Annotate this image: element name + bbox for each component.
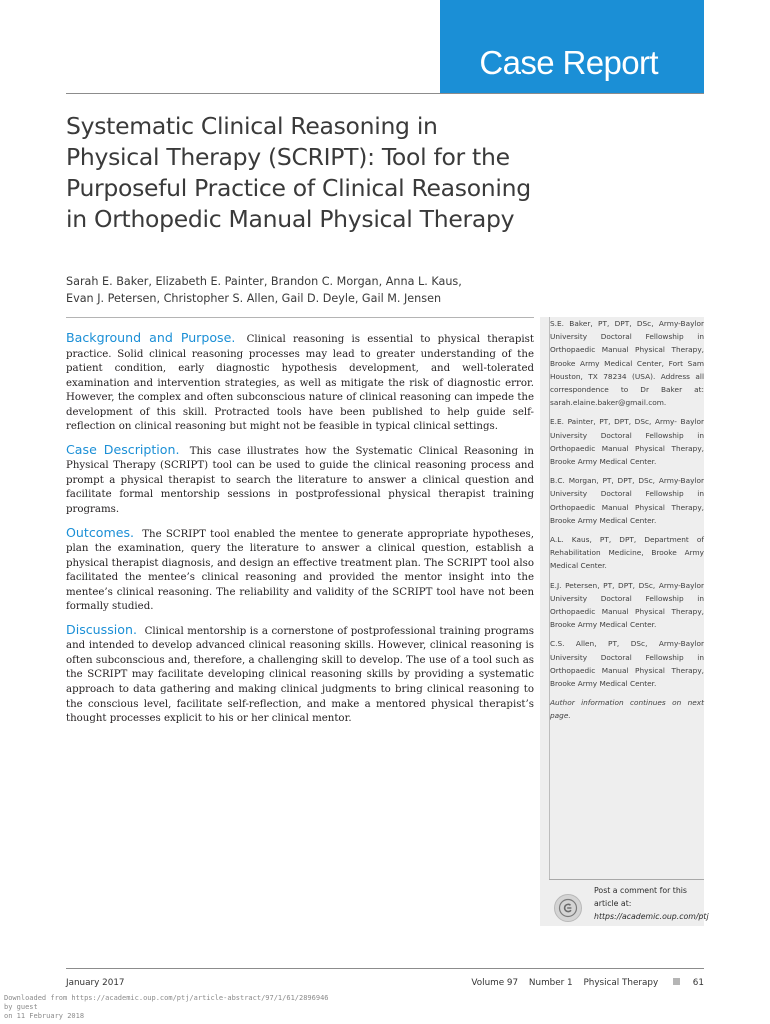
comment-box[interactable] [549, 879, 709, 926]
author-affiliations-sidebar [540, 317, 709, 926]
comment-link[interactable]: https://academic.oup.com/ptj [594, 912, 709, 921]
abstract-section-case-description [66, 443, 534, 518]
abstract-section-background [66, 331, 534, 435]
comment-prompt [594, 884, 714, 923]
affiliation: C.S. Allen, PT, DSc, Army-Baylor University Doctoral Fellowship in Orthopaedic Manual Physical Therapy, Brooke Army Medical Center. [550, 639, 704, 689]
separator-square-icon [673, 978, 680, 985]
section-text: The SCRIPT tool enabled the mentee to generate appropriate hypotheses, plan the examination, query the literature to answer a clinical question, establish a physical therapist diagnosis, and design an effective treatment plan. The SCRIPT tool also facilitated the mentee’s clinical reasoning and provided the mentor insight into the mentee’s clinical reasoning. The reliability and validity of the SCRIPT tool have not been formally studied. [66, 528, 534, 613]
section-text: This case illustrates how the Systematic Clinical Reasoning in Physical Therapy (SCRIPT) tool can be used to guide the clinical reasoning process and prompt a physical therapist to search the literature to answer a clinical question and facilitate formal mentorship sessions in postprofessional physical therapist training programs. [66, 445, 534, 516]
section-heading: Case Description. [66, 441, 180, 457]
comment-icon [554, 894, 582, 922]
section-heading: Background and Purpose. [66, 330, 236, 345]
author-line: Evan J. Petersen, Christopher S. Allen, Gail D. Deyle, Gail M. Jensen [66, 292, 442, 305]
case-report-banner [440, 0, 704, 93]
section-text: Clinical reasoning is essential to physical therapist practice. Solid clinical reasoning processes may lead to greater understanding of the patient condition, early diagnostic hypothesis development, and well-tolerated examination and intervention strategies, as well as mitigate the risk of diagnostic error. However, the complex and often subconscious nature of clinical reasoning can impede the development of this skill. Protracted tools have been published to help guide self-reflection on clinical reasoning but might not be feasible in typical clinical settings. [66, 334, 534, 433]
download-line: Downloaded from https://academic.oup.com/ptj/article-abstract/97/1/61/2896946 [4, 994, 329, 1002]
download-line: by guest [4, 1003, 38, 1012]
comment-line: article at: [594, 899, 632, 908]
download-line: on 11 February 2018 [4, 1012, 85, 1021]
journal-name: Physical Therapy [583, 978, 659, 988]
section-heading: Discussion. [66, 621, 137, 637]
issue-number: Number 1 [528, 978, 573, 988]
journal-footer [471, 978, 704, 988]
abstract-section-outcomes [66, 526, 534, 615]
issue-date: January 2017 [66, 978, 125, 988]
download-notice [4, 994, 329, 1022]
section-heading: Outcomes. [66, 524, 135, 540]
abstract-rule [66, 317, 534, 318]
continued-note: Author information continues on next page. [550, 698, 704, 721]
author-list [66, 273, 536, 307]
affiliations-column [549, 317, 704, 926]
article-title: Systematic Clinical Reasoning in Physical Therapy (SCRIPT): Tool for the Purposeful Practice of Clinical Reasoning in Orthopedic Manual Physical Therapy [66, 112, 531, 233]
abstract [66, 331, 534, 735]
banner-label: Case Report [479, 44, 658, 81]
affiliation: S.E. Baker, PT, DPT, DSc, Army-Baylor University Doctoral Fellowship in Orthopaedic Manual Physical Therapy, Brooke Army Medical Center, Fort Sam Houston, TX 78234 (USA). Address all correspondence to Dr Baker at: sarah.elaine.baker@gmail.com. [550, 319, 704, 408]
abstract-section-discussion [66, 623, 534, 727]
affiliation: E.J. Petersen, PT, DPT, DSc, Army-Baylor University Doctoral Fellowship in Orthopaedic Manual Physical Therapy, Brooke Army Medical Center. [550, 580, 704, 630]
volume: Volume 97 [471, 978, 519, 988]
section-text: Clinical mentorship is a cornerstone of postprofessional training programs and intended to develop advanced clinical reasoning skills. However, clinical reasoning is often subconscious and, therefore, a challenging skill to develop. The use of a tool such as the SCRIPT may facilitate developing clinical reasoning skills by providing a systematic approach to data gathering and making clinical judgments to bring clinical reasoning to the conscious level, facilitate self-reflection, and make a mentored physical therapist’s thought processes explicit to his or her clinical mentor. [66, 625, 534, 725]
affiliation: A.L. Kaus, PT, DPT, Department of Rehabilitation Medicine, Brooke Army Medical Center. [550, 535, 704, 571]
affiliation: E.E. Painter, PT, DPT, DSc, Army- Baylor University Doctoral Fellowship in Orthopaedic Manual Physical Therapy, Brooke Army Medical Center. [550, 417, 704, 467]
page-number: 61 [692, 978, 704, 988]
comment-line: Post a comment for this [594, 886, 687, 895]
affiliation: B.C. Morgan, PT, DPT, DSc, Army-Baylor University Doctoral Fellowship in Orthopaedic Manual Physical Therapy, Brooke Army Medical Center. [550, 476, 704, 525]
header-rule [66, 93, 704, 94]
author-line: Sarah E. Baker, Elizabeth E. Painter, Brandon C. Morgan, Anna L. Kaus, [66, 275, 462, 288]
footer-rule [66, 968, 704, 969]
